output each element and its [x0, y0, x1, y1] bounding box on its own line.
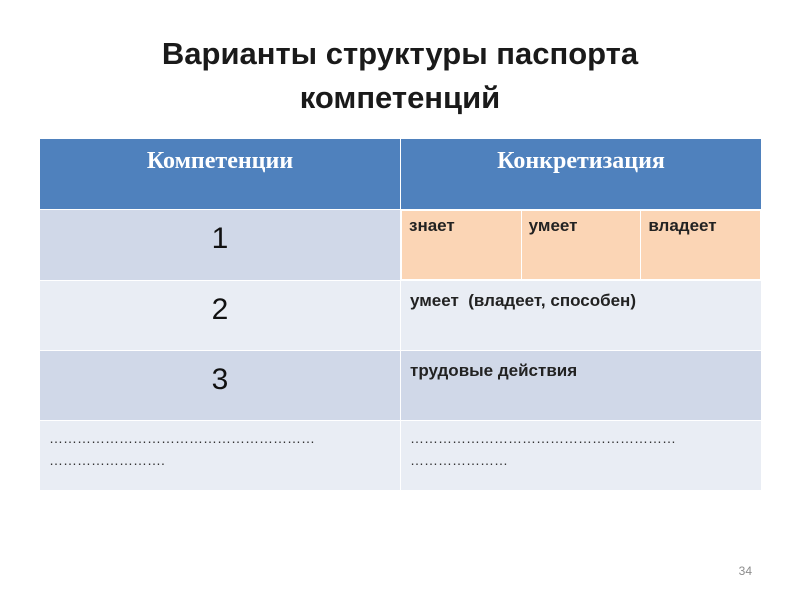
placeholder-dots-left: ………………………………………………… ……………………. — [49, 430, 315, 468]
table-row — [40, 281, 762, 351]
competency-passport-table — [39, 138, 762, 491]
table-row — [40, 351, 762, 421]
table-row — [40, 421, 762, 491]
row-number: 2 — [211, 293, 229, 326]
slide-title-line-1: Варианты структуры паспорта — [161, 36, 639, 71]
slide-title — [0, 32, 800, 120]
slide-title-line-2: компетенций — [299, 80, 501, 115]
placeholder-cell-right — [401, 421, 762, 491]
row-number-cell — [40, 281, 401, 351]
specification-text: умеет (владеет, способен) — [410, 291, 636, 310]
specification-cell — [401, 281, 762, 351]
sub-cell-can: умеет — [521, 211, 641, 280]
row-number-cell — [40, 210, 401, 281]
placeholder-cell-left — [40, 421, 401, 491]
row-number-cell — [40, 351, 401, 421]
row-number: 3 — [211, 363, 229, 396]
header-competencies — [40, 139, 401, 210]
table-header-row — [40, 139, 762, 210]
table-row — [40, 210, 762, 281]
sub-cell-masters: владеет — [641, 211, 761, 280]
slide-number: 34 — [738, 564, 752, 578]
knowledge-skills-table — [401, 210, 761, 280]
header-competencies-label: Компетенции — [146, 148, 294, 174]
sub-cell-knows: знает — [402, 211, 522, 280]
header-specification-label: Конкретизация — [497, 148, 665, 174]
placeholder-dots-right: ………………………………………………… ………………… — [410, 430, 676, 468]
specification-cell — [401, 351, 762, 421]
header-specification — [401, 139, 762, 210]
specification-text: трудовые действия — [410, 361, 578, 380]
row-number: 1 — [211, 222, 229, 255]
specification-subcells — [401, 210, 762, 281]
